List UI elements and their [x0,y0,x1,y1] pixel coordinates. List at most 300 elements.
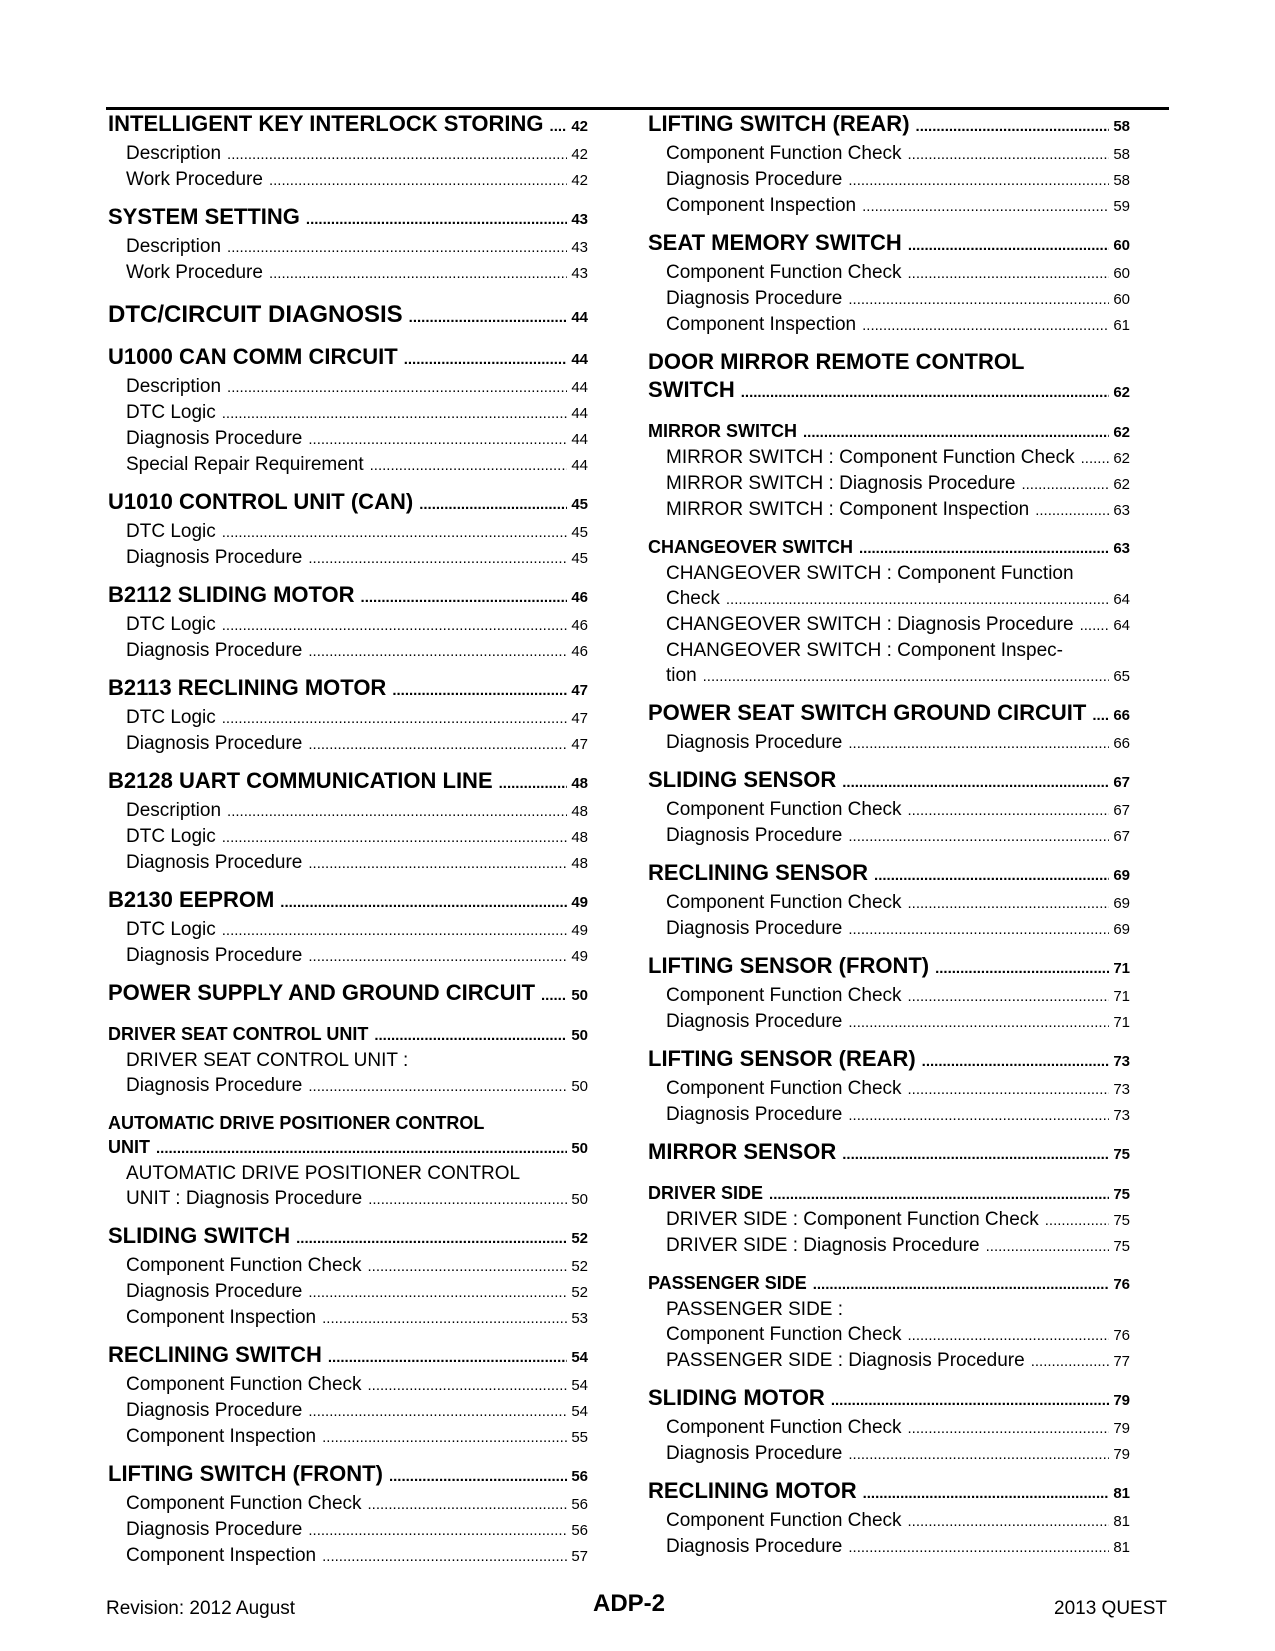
dot-leader [308,1074,567,1099]
dot-leader [1080,613,1110,638]
toc-entry-title: Diagnosis Procedure [666,1104,843,1125]
toc-entry-title: Component Function Check [126,1374,362,1395]
dot-leader [308,546,567,571]
toc-entry[interactable] [108,581,588,612]
toc-entry-title: Special Repair Requirement [126,454,364,475]
toc-entry-title: Component Function Check [666,1078,902,1099]
toc-entry[interactable] [648,193,1130,219]
toc-entry-text [108,1048,588,1073]
toc-entry-title: Diagnosis Procedure [126,428,303,449]
dot-leader [831,1387,1109,1415]
toc-page-number: 43 [571,239,588,256]
dot-leader [862,313,1109,338]
dot-leader [368,1492,568,1517]
toc-entry[interactable] [108,343,588,374]
dot-leader [862,194,1109,219]
toc-page-number: 56 [571,1522,588,1539]
toc-page-number: 73 [1113,1081,1130,1098]
toc-page-number: 47 [571,736,588,753]
toc-entry[interactable] [648,229,1130,260]
toc-entry-title: Component Inspection [126,1307,317,1328]
toc-entry[interactable] [648,445,1130,471]
dot-leader [322,1544,567,1569]
toc-entry[interactable] [108,488,588,519]
dot-leader [874,862,1109,890]
toc-entry[interactable] [648,312,1130,338]
toc-entry[interactable] [108,300,588,333]
toc-entry[interactable] [648,1477,1130,1508]
toc-entry[interactable] [108,519,588,545]
toc-entry[interactable] [108,824,588,850]
toc-page-number: 49 [571,894,588,911]
dot-leader [308,1518,567,1543]
dot-leader [409,303,568,333]
toc-entry-title: DTC/CIRCUIT DIAGNOSIS [108,301,403,328]
toc-entry-title: Work Procedure [126,169,263,190]
toc-entry-title: Diagnosis Procedure [666,1011,843,1032]
toc-entry[interactable] [648,1348,1130,1374]
toc-entry[interactable] [648,1534,1130,1560]
toc-page-number: 44 [571,405,588,422]
dot-leader [308,944,567,969]
toc-entry-title: Diagnosis Procedure [666,288,843,309]
toc-entry[interactable] [648,983,1130,1009]
toc-entry[interactable] [648,1322,1130,1348]
dot-leader [908,891,1110,916]
toc-entry-title: Description [126,236,222,257]
toc-entry-title: Component Function Check [666,262,902,283]
dot-leader [1092,702,1109,730]
dot-leader [419,491,567,519]
toc-entry[interactable] [108,943,588,969]
toc-page-number: 47 [571,682,588,699]
toc-entry[interactable] [108,1341,588,1372]
toc-entry-title: Diagnosis Procedure [126,1400,303,1421]
toc-page-number: 81 [1113,1513,1130,1530]
toc-entry[interactable] [108,1222,588,1253]
toc-entry[interactable] [108,1279,588,1305]
toc-entry[interactable] [648,141,1130,167]
toc-page-number: 49 [571,948,588,965]
dot-leader [848,731,1109,756]
toc-entry-title: LIFTING SENSOR (REAR) [648,1046,916,1071]
dot-leader [922,1048,1110,1076]
toc-entry[interactable] [648,110,1130,141]
toc-entry-title: RECLINING SENSOR [648,860,869,885]
toc-entry-title: B2128 UART COMMUNICATION LINE [108,768,493,793]
toc-entry-title: LIFTING SWITCH (REAR) [648,111,910,136]
toc-entry[interactable] [108,886,588,917]
dot-leader [1031,1349,1110,1374]
toc-entry[interactable] [648,1415,1130,1441]
revision-label: Revision: 2012 August [106,1598,296,1619]
dot-leader [308,732,567,757]
toc-entry[interactable] [108,767,588,798]
toc-entry-title: Component Inspection [126,1426,317,1447]
dot-leader [306,206,567,234]
toc-page-number: 56 [571,1468,588,1485]
toc-page-number: 54 [571,1349,588,1366]
dot-leader [803,421,1109,445]
toc-page-number: 81 [1113,1485,1130,1502]
toc-entry[interactable] [648,419,1130,445]
dot-leader [322,1306,567,1331]
dot-leader [499,770,568,798]
dot-leader [1021,472,1109,497]
toc-page-number: 43 [571,265,588,282]
dot-leader [389,1463,567,1491]
toc-page-number: 63 [1113,502,1130,519]
toc-entry[interactable] [108,1372,588,1398]
toc-page-number: 59 [1113,198,1130,215]
toc-page-number: 63 [1113,540,1130,557]
dot-leader [908,798,1110,823]
toc-page-number: 46 [571,589,588,606]
toc-entry[interactable] [108,798,588,824]
toc-entry[interactable] [648,823,1130,849]
dot-leader [222,706,568,731]
toc-page-number: 42 [571,118,588,135]
dot-leader [769,1183,1109,1207]
toc-entry[interactable] [108,731,588,757]
toc-entry[interactable] [108,141,588,167]
toc-entry-title: SLIDING SWITCH [108,1223,291,1248]
toc-entry-title: Diagnosis Procedure [666,1443,843,1464]
toc-entry-title: B2130 EEPROM [108,887,275,912]
toc-page-number: 69 [1113,895,1130,912]
toc-entry-title: LIFTING SENSOR (FRONT) [648,953,930,978]
toc-entry-title: RECLINING MOTOR [648,1478,857,1503]
toc-entry[interactable] [648,766,1130,797]
toc-entry-title: U1010 CONTROL UNIT (CAN) [108,489,414,514]
toc-entry-title: Component Function Check [666,1510,902,1531]
toc-entry[interactable] [648,859,1130,890]
toc-entry-title: MIRROR SWITCH : Component Function Check [666,447,1075,468]
toc-entry[interactable] [648,260,1130,286]
toc-page-number: 52 [571,1258,588,1275]
toc-page-number: 62 [1113,384,1130,401]
toc-entry-text [108,1161,588,1186]
toc-entry[interactable] [648,1271,1130,1297]
dot-leader [370,453,568,478]
dot-leader [908,1323,1110,1348]
toc-page-number: 49 [571,922,588,939]
toc-entry-title: DTC Logic [126,614,216,635]
toc-entry[interactable] [108,850,588,876]
toc-page-number: 44 [571,379,588,396]
toc-page-number: 44 [571,351,588,368]
toc-page-number: 50 [571,987,588,1004]
toc-entry-title: B2112 SLIDING MOTOR [108,582,355,607]
toc-page-number: 44 [571,457,588,474]
toc-entry[interactable] [108,452,588,478]
dot-leader [859,537,1109,561]
toc-entry-title: Description [126,376,222,397]
toc-entry-title: DRIVER SEAT CONTROL UNIT [108,1024,369,1044]
toc-entry[interactable] [108,167,588,193]
dot-leader [328,1344,567,1372]
toc-entry[interactable] [648,612,1130,638]
toc-entry-title: POWER SEAT SWITCH GROUND CIRCUIT [648,700,1087,725]
toc-entry[interactable] [648,1076,1130,1102]
toc-page-number: 67 [1113,828,1130,845]
toc-entry[interactable] [108,1305,588,1331]
toc-entry-title: SEAT MEMORY SWITCH [648,230,902,255]
dot-leader [842,1141,1109,1169]
toc-entry-title: UNIT [108,1137,150,1157]
toc-entry[interactable] [648,1181,1130,1207]
toc-page-number: 67 [1113,774,1130,791]
toc-page-number: 65 [1113,668,1130,685]
dot-leader [227,142,567,167]
toc-page-number: 64 [1113,617,1130,634]
dot-leader [848,1442,1109,1467]
toc-entry-text [648,1297,1130,1322]
page-number: ADP-2 [593,1590,666,1617]
dot-leader [227,235,567,260]
toc-entry[interactable] [648,1009,1130,1035]
dot-leader [222,613,568,638]
toc-entry-title: Component Function Check [126,1493,362,1514]
toc-entry[interactable] [108,1460,588,1491]
toc-entry-title: Description [126,143,222,164]
toc-entry[interactable] [648,1441,1130,1467]
dot-leader [741,379,1110,407]
toc-entry[interactable] [108,674,588,705]
toc-page-number: 50 [571,1027,588,1044]
toc-entry[interactable] [648,952,1130,983]
toc-entry-title: CHANGEOVER SWITCH [648,537,854,557]
toc-entry-title: Description [126,800,222,821]
toc-entry[interactable] [108,234,588,260]
toc-entry-title: MIRROR SWITCH : Diagnosis Procedure [666,473,1016,494]
toc-entry-title: Diagnosis Procedure [666,169,843,190]
toc-entry-title: Component Inspection [666,314,857,335]
dot-leader [848,1010,1109,1035]
toc-entry[interactable] [108,545,588,571]
toc-entry[interactable] [648,1138,1130,1169]
dot-leader [986,1234,1110,1259]
toc-entry[interactable] [108,979,588,1010]
dot-leader [848,824,1109,849]
dot-leader [908,1416,1110,1441]
dot-leader [308,1280,567,1305]
toc-page-number: 50 [571,1191,588,1208]
toc-entry[interactable] [108,1022,588,1048]
toc-entry[interactable] [108,1073,588,1099]
toc-entry[interactable] [108,1517,588,1543]
toc-page-number: 76 [1113,1276,1130,1293]
toc-page-number: 58 [1113,118,1130,135]
toc-page-number: 48 [571,803,588,820]
toc-entry-title: Component Function Check [126,1255,362,1276]
dot-leader [848,287,1109,312]
dot-leader [322,1425,567,1450]
toc-entry[interactable] [648,167,1130,193]
toc-entry-title: Diagnosis Procedure [126,547,303,568]
toc-page-number: 73 [1113,1053,1130,1070]
dot-leader [222,520,568,545]
toc-entry[interactable] [648,916,1130,942]
toc-page-number: 46 [571,617,588,634]
toc-entry[interactable] [648,471,1130,497]
toc-entry-title: DTC Logic [126,707,216,728]
dot-leader [703,664,1110,689]
dot-leader [368,1254,568,1279]
dot-leader [908,142,1110,167]
toc-entry[interactable] [648,1207,1130,1233]
toc-entry[interactable] [108,1135,588,1161]
toc-entry[interactable] [108,400,588,426]
model-label: 2013 QUEST [1054,1598,1167,1619]
toc-entry-title: DTC Logic [126,826,216,847]
dot-leader [550,113,568,141]
toc-page-number: 61 [1113,317,1130,334]
toc-entry[interactable] [648,286,1130,312]
toc-entry[interactable] [648,1233,1130,1259]
toc-entry[interactable] [108,426,588,452]
toc-entry[interactable] [648,730,1130,756]
toc-page-number: 77 [1113,1353,1130,1370]
dot-leader [222,918,568,943]
toc-entry-title: RECLINING SWITCH [108,1342,322,1367]
dot-leader [908,232,1109,260]
toc-entry[interactable] [108,705,588,731]
toc-entry[interactable] [108,1253,588,1279]
toc-page-number: 42 [571,146,588,163]
dot-leader [368,1373,568,1398]
toc-page-number: 60 [1113,237,1130,254]
dot-leader [308,851,567,876]
toc-entry-title: Diagnosis Procedure [126,852,303,873]
toc-entry[interactable] [648,1102,1130,1128]
toc-page-number: 71 [1113,988,1130,1005]
toc-entry-title: B2113 RECLINING MOTOR [108,675,387,700]
toc-entry-title: SWITCH [648,377,735,402]
toc-entry[interactable] [108,374,588,400]
toc-page-number: 58 [1113,172,1130,189]
toc-page-number: 56 [571,1496,588,1513]
dot-leader [541,982,567,1010]
toc-entry-title: Diagnosis Procedure [126,1281,303,1302]
dot-leader [848,168,1109,193]
toc-entry[interactable] [648,797,1130,823]
dot-leader [374,1024,567,1048]
toc-entry-title: Diagnosis Procedure [126,733,303,754]
toc-entry-title: DTC Logic [126,402,216,423]
toc-page-number: 62 [1113,476,1130,493]
toc-entry[interactable] [648,376,1130,407]
toc-page-number: 48 [571,829,588,846]
toc-page-number: 48 [571,775,588,792]
dot-leader [848,1535,1109,1560]
toc-entry[interactable] [648,586,1130,612]
toc-page-number: 43 [571,211,588,228]
toc-entry[interactable] [108,1491,588,1517]
toc-entry[interactable] [108,612,588,638]
toc-page-number: 50 [571,1140,588,1157]
toc-entry[interactable] [648,1045,1130,1076]
toc-entry[interactable] [108,110,588,141]
dot-leader [1081,446,1110,471]
toc-entry-title: Check [666,588,720,609]
toc-page-number: 52 [571,1284,588,1301]
toc-entry[interactable] [108,1186,588,1212]
toc-page-number: 66 [1113,707,1130,724]
dot-leader [368,1187,567,1212]
toc-entry-title: PASSENGER SIDE [648,1273,807,1293]
dot-leader [361,584,568,612]
toc-page-number: 67 [1113,802,1130,819]
toc-entry-title: CHANGEOVER SWITCH : Component Function [666,563,1074,584]
toc-page-number: 60 [1113,291,1130,308]
toc-entry-title: Diagnosis Procedure [126,1519,303,1540]
toc-entry[interactable] [108,638,588,664]
toc-entry[interactable] [648,535,1130,561]
toc-page-number: 75 [1113,1146,1130,1163]
toc-entry-title: PASSENGER SIDE : [666,1299,844,1320]
dot-leader [726,587,1109,612]
toc-entry-title: DTC Logic [126,919,216,940]
dot-leader [280,889,567,917]
toc-entry[interactable] [648,1508,1130,1534]
toc-page-number: 45 [571,496,588,513]
toc-entry-title: SLIDING MOTOR [648,1385,825,1410]
toc-entry-title: Diagnosis Procedure [666,825,843,846]
toc-entry[interactable] [648,663,1130,689]
toc-entry-title: POWER SUPPLY AND GROUND CIRCUIT [108,980,536,1005]
toc-entry-title: DTC Logic [126,521,216,542]
dot-leader [916,113,1110,141]
toc-page-number: 52 [571,1230,588,1247]
toc-entry-text [108,1111,588,1135]
dot-leader [308,1399,567,1424]
toc-entry[interactable] [108,260,588,286]
toc-entry[interactable] [648,890,1130,916]
toc-page-number: 47 [571,710,588,727]
toc-entry-title: Diagnosis Procedure [126,945,303,966]
toc-entry[interactable] [108,203,588,234]
toc-entry-title: CHANGEOVER SWITCH : Diagnosis Procedure [666,614,1074,635]
toc-entry-text [648,638,1130,663]
toc-entry-title: U1000 CAN COMM CIRCUIT [108,344,398,369]
toc-page-number: 69 [1113,867,1130,884]
dot-leader [296,1225,567,1253]
dot-leader [908,261,1110,286]
dot-leader [308,427,567,452]
toc-page-number: 48 [571,855,588,872]
toc-entry-title: MIRROR SENSOR [648,1139,837,1164]
toc-entry[interactable] [648,1384,1130,1415]
toc-page-number: 45 [571,524,588,541]
toc-entry-title: Component Function Check [666,985,902,1006]
toc-entry[interactable] [108,1424,588,1450]
toc-entry-title: Component Function Check [666,799,902,820]
toc-page-number: 75 [1113,1212,1130,1229]
toc-entry[interactable] [648,699,1130,730]
toc-page-number: 42 [571,172,588,189]
toc-entry-title: SLIDING SENSOR [648,767,837,792]
toc-entry[interactable] [108,917,588,943]
toc-entry-title: Diagnosis Procedure [126,640,303,661]
toc-entry-title: INTELLIGENT KEY INTERLOCK STORING [108,111,544,136]
toc-page-number: 60 [1113,265,1130,282]
toc-entry[interactable] [108,1543,588,1569]
toc-entry[interactable] [108,1398,588,1424]
toc-page-number: 79 [1113,1446,1130,1463]
toc-entry[interactable] [648,497,1130,523]
toc-page-number: 66 [1113,735,1130,752]
